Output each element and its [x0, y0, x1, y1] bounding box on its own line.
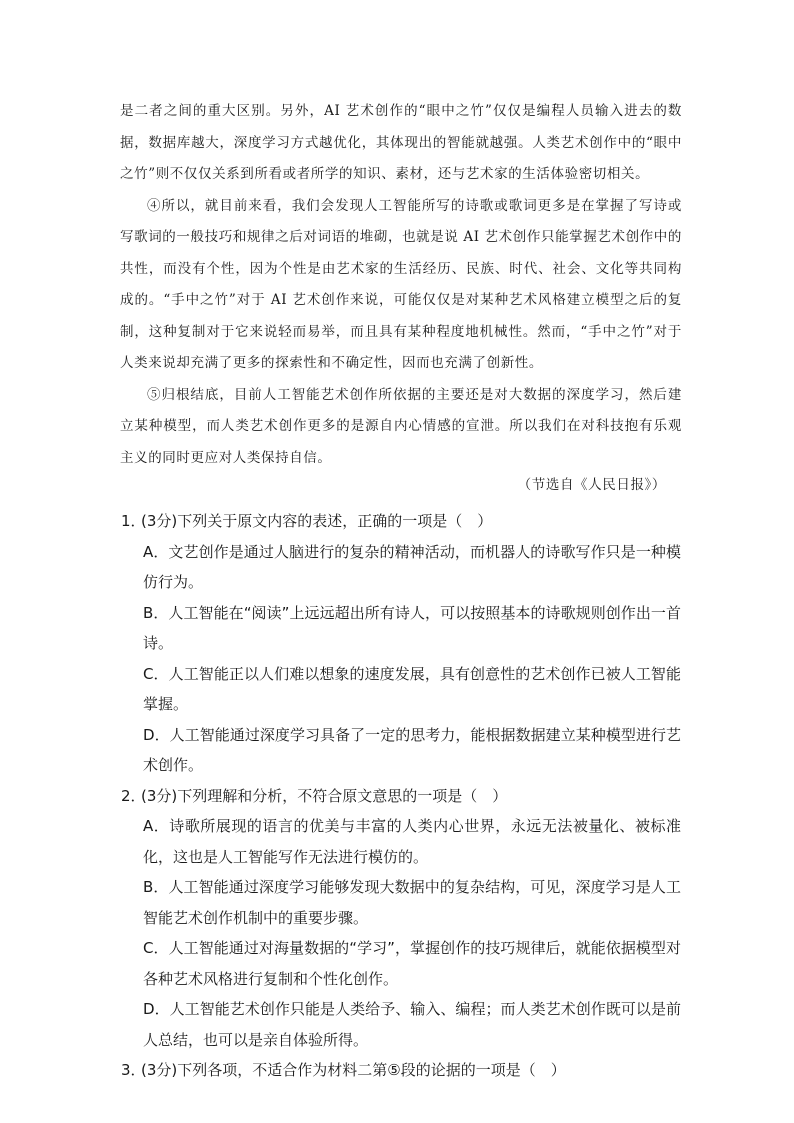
- option-d[interactable]: D．人工智能艺术创作只能是人类给予、输入、编程；而人类艺术创作既可以是前人总结，也可以是亲自体验所得。: [143, 1000, 681, 1049]
- question-text: (3分)下列理解和分析，不符合原文意思的一项是（ ）: [141, 786, 508, 805]
- question-2: [121, 781, 681, 1056]
- reading-passage: [120, 96, 682, 474]
- passage-paragraph-3-continued: 是二者之间的重大区别。另外，AI 艺术创作的“眼中之竹”仅仅是编程人员输入进去的数据，数据库越大，深度学习方式越优化，其体现出的智能就越强。人类艺术创作中的“眼中之竹”则不仅仅关系到所看或者所学的知识、素材，还与艺术家的生活体验密切相关。: [120, 103, 682, 182]
- question-stem: [121, 781, 681, 812]
- question-number: 1．: [121, 512, 146, 530]
- question-3: [121, 1055, 681, 1086]
- passage-paragraph-5: ⑤归根结底，目前人工智能艺术创作所依据的主要还是对大数据的深度学习，然后建立某种模型，而人类艺术创作更多的是源自内心情感的宣泄。所以我们在对科技抱有乐观主义的同时更应对人类保持自信。: [120, 386, 682, 466]
- question-text: (3分)下列关于原文内容的表述，正确的一项是（ ）: [141, 512, 493, 530]
- passage-paragraph-4: ④所以，就目前来看，我们会发现人工智能所写的诗歌或歌词更多是在掌握了写诗或写歌词的一般技巧和规律之后对词语的堆砌，也就是说 AI 艺术创作只能掌握艺术创作中的共性，而没有个性，因为个性是由艺术家的生活经历、民族、时代、社会、文化等共同构成的。“手中之竹”对于 AI 艺术创作来说，可能仅仅是对某种艺术风格建立模型之后的复制，这种复制对于它来说轻而易举，而且具有某种程度地机械性。然而，“手中之竹”对于人类来说却充满了更多的探索性和不确定性，因而也充满了创新性。: [120, 197, 682, 371]
- question-list: [121, 506, 681, 1086]
- option-c[interactable]: C．人工智能通过对海量数据的“学习”，掌握创作的技巧规律后，就能依据模型对各种艺术风格进行复制和个性化创作。: [143, 939, 681, 988]
- question-number: 2．: [121, 786, 146, 805]
- question-stem: [121, 506, 681, 537]
- question-stem: [121, 1055, 681, 1086]
- option-b[interactable]: B．人工智能通过深度学习能够发现大数据中的复杂结构，可见，深度学习是人工智能艺术创作机制中的重要步骤。: [143, 878, 681, 927]
- question-number: 3．: [121, 1061, 146, 1079]
- passage-source: （节选自《人民日报》）: [517, 477, 666, 493]
- option-c[interactable]: C．人工智能正以人们难以想象的速度发展，具有创意性的艺术创作已被人工智能掌握。: [143, 664, 681, 713]
- option-a[interactable]: A．诗歌所展现的语言的优美与丰富的人类内心世界，永远无法被量化、被标准化，这也是人工智能写作无法进行模仿的。: [143, 817, 681, 866]
- question-1: [121, 506, 681, 781]
- option-d[interactable]: D．人工智能通过深度学习具备了一定的思考力，能根据数据建立某种模型进行艺术创作。: [143, 725, 681, 774]
- question-text: (3分)下列各项，不适合作为材料二第⑤段的论据的一项是（ ）: [141, 1061, 566, 1079]
- option-a[interactable]: A．文艺创作是通过人脑进行的复杂的精神活动，而机器人的诗歌写作只是一种模仿行为。: [143, 542, 681, 591]
- option-b[interactable]: B．人工智能在“阅读”上远远超出所有诗人，可以按照基本的诗歌规则创作出一首诗。: [143, 603, 681, 652]
